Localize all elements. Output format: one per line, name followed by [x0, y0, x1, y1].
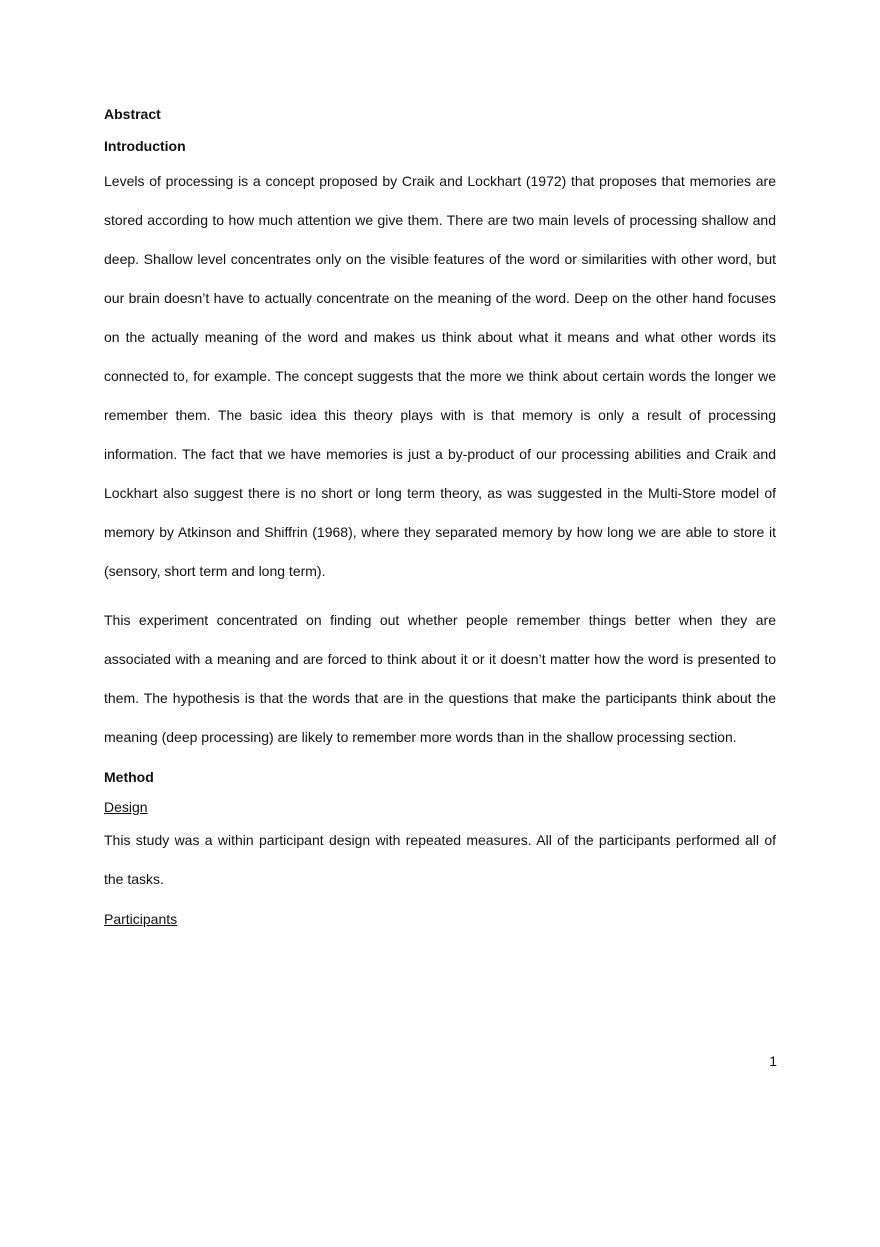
abstract-heading: Abstract — [104, 106, 161, 122]
introduction-heading: Introduction — [104, 138, 186, 154]
design-paragraph: This study was a within participant design with repeated measures. All of the participants performed all of the tasks. — [104, 832, 776, 887]
method-heading: Method — [104, 769, 154, 785]
introduction-paragraph-1: Levels of processing is a concept proposed by Craik and Lockhart (1972) that proposes that memories are stored according to how much attention we give them. There are two main levels of processing shallow and deep. Shallow level concentrates only on the visible features of the word or similarities with other word, but our brain doesn’t have to actually concentrate on the meaning of the word. Deep on the other hand focuses on the actually meaning of the word and makes us think about what it means and what other words its connected to, for example. The concept suggests that the more we think about certain words the longer we remember them. The basic idea this theory plays with is that memory is only a result of processing information. The fact that we have memories is just a by-product of our processing abilities and Craik and Lockhart also suggest there is no short or long term theory, as was suggested in the Multi-Store model of memory by Atkinson and Shiffrin (1968), where they separated memory by how long we are able to store it (sensory, short term and long term). — [104, 173, 776, 579]
document-body — [104, 104, 776, 929]
introduction-paragraph-2: This experiment concentrated on finding out whether people remember things better when they are associated with a meaning and are forced to think about it or it doesn’t matter how the word is presented to them. The hypothesis is that the words that are in the questions that make the participants think about the meaning (deep processing) are likely to remember more words than in the shallow processing section. — [104, 612, 776, 745]
participants-subheading: Participants — [104, 911, 178, 927]
design-subheading: Design — [104, 799, 148, 815]
page-number: 1 — [769, 1053, 777, 1069]
